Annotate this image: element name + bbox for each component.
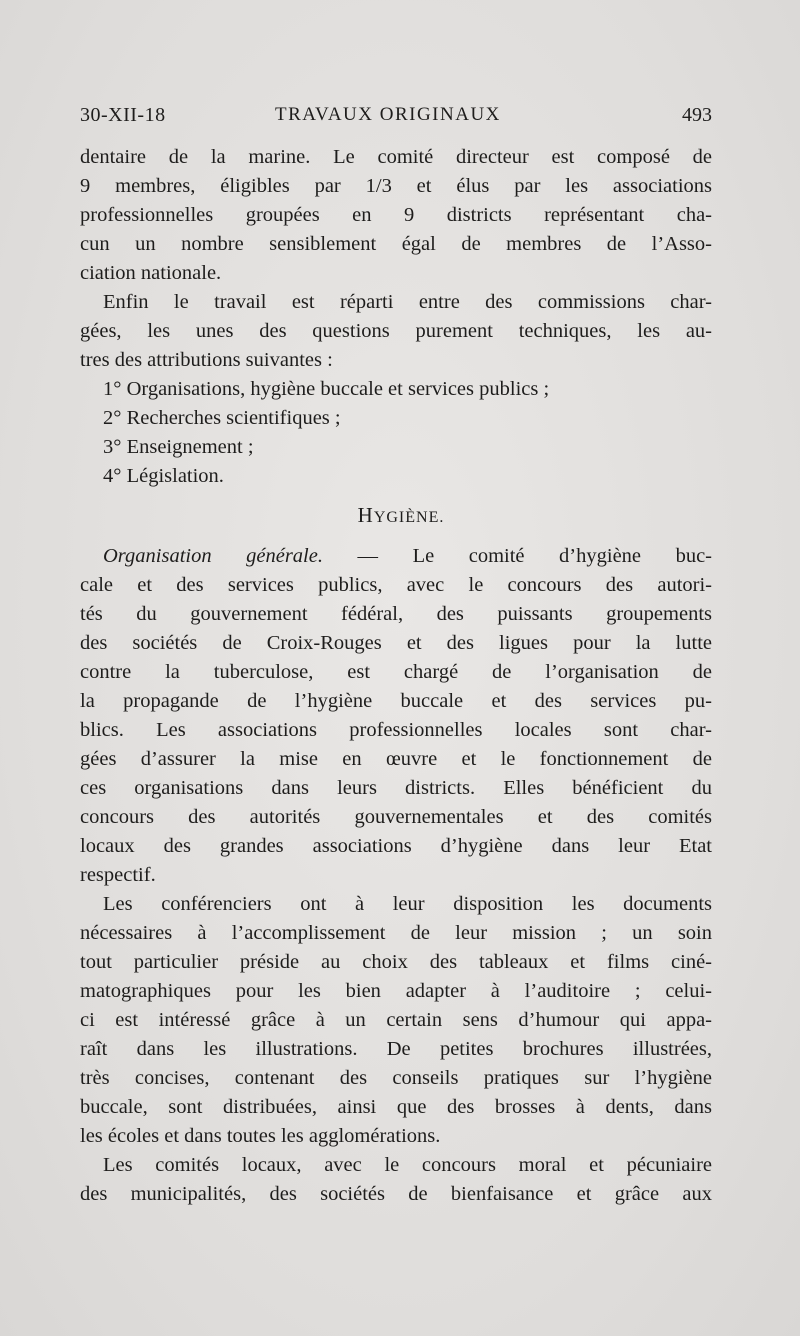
text-line: nécessaires à l’accomplissement de leur mission ; un soin: [80, 922, 712, 944]
text-line: [80, 542, 712, 571]
text-line: les écoles et dans toutes les agglomérations.: [80, 1125, 441, 1147]
text-line: Enfin le travail est réparti entre des commissions char-: [103, 291, 712, 313]
text-line: 9 membres, éligibles par 1/3 et élus par les associations: [80, 175, 712, 197]
text-line: gées d’assurer la mise en œuvre et le fonctionnement de: [80, 748, 712, 770]
text-line: Les comités locaux, avec le concours moral et pécuniaire: [103, 1154, 712, 1176]
page-number: 493: [682, 104, 712, 126]
text-line: matographiques pour les bien adapter à l’auditoire ; celui-: [80, 980, 712, 1002]
list-item: 3° Enseignement ;: [103, 436, 254, 458]
list-item: 2° Recherches scientifiques ;: [103, 407, 341, 429]
text-line: contre la tuberculose, est chargé de l’organisation de: [80, 661, 712, 683]
list-item: 4° Législation.: [103, 465, 224, 487]
text-line: dentaire de la marine. Le comité directeur est composé de: [80, 146, 712, 168]
text-fragment: — Le comité d’hygiène buc-: [322, 545, 712, 567]
text-line: tout particulier préside au choix des tableaux et films ciné-: [80, 951, 712, 973]
header-date: 30-XII-18: [80, 104, 166, 126]
text-line: buccale, sont distribuées, ainsi que des brosses à dents, dans: [80, 1096, 712, 1118]
subsection-lead: Organisation générale.: [103, 545, 323, 567]
text-line: raît dans les illustrations. De petites brochures illustrées,: [80, 1038, 712, 1060]
running-header: [80, 104, 712, 134]
text-line: locaux des grandes associations d’hygiène dans leur Etat: [80, 835, 712, 857]
list-item: 1° Organisations, hygiène buccale et services publics ;: [103, 378, 550, 400]
text-line: Les conférenciers ont à leur disposition les documents: [103, 893, 712, 915]
text-line: respectif.: [80, 864, 156, 886]
text-line: des municipalités, des sociétés de bienfaisance et grâce aux: [80, 1183, 712, 1205]
text-line: très concises, contenant des conseils pratiques sur l’hygiène: [80, 1067, 712, 1089]
text-line: tés du gouvernement fédéral, des puissants groupements: [80, 603, 712, 625]
header-title: TRAVAUX ORIGINAUX: [275, 104, 501, 125]
text-line: ci est intéressé grâce à un certain sens d’humour qui appa-: [80, 1009, 712, 1031]
text-line: blics. Les associations professionnelles locales sont char-: [80, 719, 712, 741]
text-line: gées, les unes des questions purement techniques, les au-: [80, 320, 712, 342]
body-text: [80, 143, 712, 1209]
section-heading-initial: H: [357, 503, 374, 527]
text-line: tres des attributions suivantes :: [80, 349, 333, 371]
text-line: ces organisations dans leurs districts. Elles bénéficient du: [80, 777, 712, 799]
section-heading-rest: YGIÈNE.: [373, 509, 445, 526]
text-line: professionnelles groupées en 9 districts représentant cha-: [80, 204, 712, 226]
text-line: ciation nationale.: [80, 262, 222, 284]
text-line: des sociétés de Croix-Rouges et des ligues pour la lutte: [80, 632, 712, 654]
text-line: la propagande de l’hygiène buccale et des services pu-: [80, 690, 712, 712]
text-line: cale et des services publics, avec le concours des autori-: [80, 574, 712, 596]
text-line: cun un nombre sensiblement égal de membres de l’Asso-: [80, 233, 712, 255]
section-heading: [80, 501, 712, 532]
text-line: concours des autorités gouvernementales et des comités: [80, 806, 712, 828]
